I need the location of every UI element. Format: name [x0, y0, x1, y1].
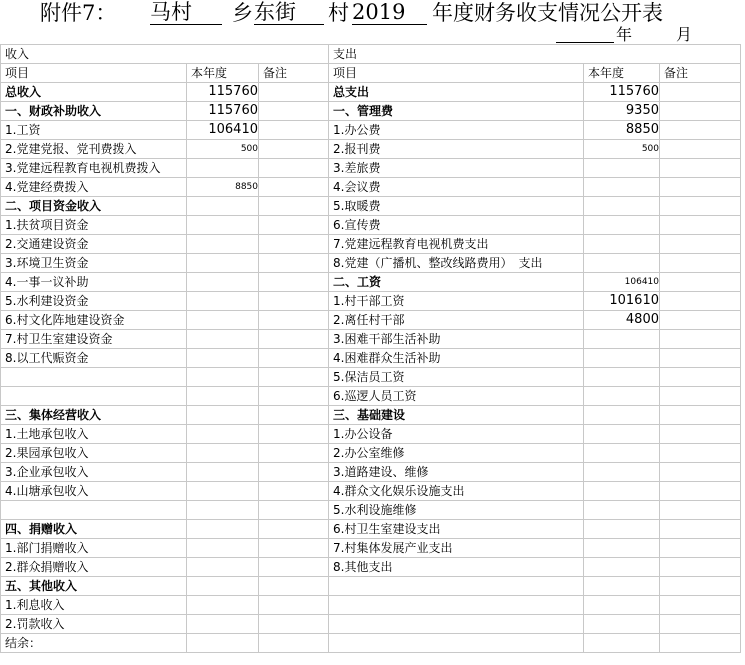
table-row: [1, 159, 741, 178]
expense-section-label[interactable]: 支出: [329, 45, 741, 64]
expense-item-cell[interactable]: 1.办公设备: [329, 425, 584, 444]
expense-note-cell[interactable]: [660, 596, 741, 615]
expense-item-cell[interactable]: 二、工资: [329, 273, 584, 292]
report-title: [0, 0, 745, 26]
income-amount-cell[interactable]: [187, 197, 259, 216]
table-row: [1, 406, 741, 425]
expense-amount-cell[interactable]: [584, 349, 660, 368]
income-item-cell[interactable]: 2.群众捐赠收入: [1, 558, 187, 577]
expense-note-cell[interactable]: [660, 330, 741, 349]
expense-item-cell[interactable]: 2.离任村干部: [329, 311, 584, 330]
table-row: [1, 596, 741, 615]
expense-note-cell[interactable]: [660, 254, 741, 273]
expense-amount-cell[interactable]: [584, 330, 660, 349]
title-village-suffix: 村: [328, 1, 349, 25]
income-item-cell[interactable]: 5.水利建设资金: [1, 292, 187, 311]
table-row: [1, 558, 741, 577]
date-line: [0, 26, 745, 44]
table-row: [1, 254, 741, 273]
table-row: [1, 463, 741, 482]
expense-item-cell[interactable]: 一、管理费: [329, 102, 584, 121]
expense-item-cell[interactable]: [329, 577, 584, 596]
expense-item-cell[interactable]: 1.村干部工资: [329, 292, 584, 311]
income-amount-cell[interactable]: [187, 463, 259, 482]
income-amount-cell[interactable]: [187, 501, 259, 520]
income-note-cell[interactable]: [259, 159, 329, 178]
expense-note-cell[interactable]: [660, 121, 741, 140]
expense-item-header[interactable]: 项目: [329, 64, 584, 83]
income-amount-cell[interactable]: [187, 368, 259, 387]
income-amount-cell[interactable]: [187, 292, 259, 311]
income-note-cell[interactable]: [259, 406, 329, 425]
title-prefix: 附件7：: [40, 1, 117, 25]
expense-note-cell[interactable]: [660, 349, 741, 368]
expense-item-cell[interactable]: 1.办公费: [329, 121, 584, 140]
expense-item-cell[interactable]: 3.差旅费: [329, 159, 584, 178]
expense-amount-cell[interactable]: [584, 634, 660, 653]
income-amount-cell[interactable]: [187, 520, 259, 539]
expense-note-cell[interactable]: [660, 311, 741, 330]
expense-amount-cell[interactable]: [584, 235, 660, 254]
income-amount-cell[interactable]: [187, 482, 259, 501]
income-note-cell[interactable]: [259, 292, 329, 311]
table-row: [1, 577, 741, 596]
income-note-cell[interactable]: [259, 425, 329, 444]
year-label: 年: [616, 25, 633, 44]
expense-amount-cell[interactable]: [584, 463, 660, 482]
table-row: [1, 501, 741, 520]
income-item-cell[interactable]: 一、财政补助收入: [1, 102, 187, 121]
expense-item-cell[interactable]: 8.党建（广播机、整改线路费用） 支出: [329, 254, 584, 273]
expense-note-cell[interactable]: [660, 406, 741, 425]
expense-item-cell[interactable]: 6.村卫生室建设支出: [329, 520, 584, 539]
expense-item-cell[interactable]: 4.会议费: [329, 178, 584, 197]
expense-item-cell[interactable]: 5.水利设施维修: [329, 501, 584, 520]
expense-note-cell[interactable]: [660, 159, 741, 178]
income-item-cell[interactable]: 1.工资: [1, 121, 187, 140]
year-blank: [556, 26, 614, 43]
income-item-cell[interactable]: 3.环境卫生资金: [1, 254, 187, 273]
expense-note-cell[interactable]: [660, 140, 741, 159]
table-row: [1, 140, 741, 159]
income-amount-cell[interactable]: [187, 311, 259, 330]
expense-item-cell[interactable]: 2.办公室维修: [329, 444, 584, 463]
income-amount-cell[interactable]: [187, 596, 259, 615]
expense-item-cell[interactable]: 3.道路建设、维修: [329, 463, 584, 482]
expense-item-cell[interactable]: 5.取暖费: [329, 197, 584, 216]
income-note-cell[interactable]: [259, 140, 329, 159]
expense-item-cell[interactable]: 4.困难群众生活补助: [329, 349, 584, 368]
table-row: [1, 83, 741, 102]
table-row: [1, 634, 741, 653]
expense-note-cell[interactable]: [660, 634, 741, 653]
expense-note-cell[interactable]: [660, 292, 741, 311]
expense-item-cell[interactable]: 6.巡逻人员工资: [329, 387, 584, 406]
income-note-cell[interactable]: [259, 368, 329, 387]
expense-item-cell[interactable]: 总支出: [329, 83, 584, 102]
expense-note-cell[interactable]: [660, 558, 741, 577]
income-note-header[interactable]: 备注: [259, 64, 329, 83]
expense-note-cell[interactable]: [660, 216, 741, 235]
income-amount-cell[interactable]: [187, 634, 259, 653]
table-row: [1, 330, 741, 349]
expense-amount-cell[interactable]: [584, 558, 660, 577]
expense-item-cell[interactable]: [329, 615, 584, 634]
expense-amount-cell[interactable]: 115760: [584, 83, 660, 102]
expense-amount-cell[interactable]: 101610: [584, 292, 660, 311]
expense-note-cell[interactable]: [660, 235, 741, 254]
income-note-cell[interactable]: [259, 463, 329, 482]
expense-note-cell[interactable]: [660, 444, 741, 463]
income-item-cell[interactable]: [1, 368, 187, 387]
income-amount-cell[interactable]: [187, 273, 259, 292]
income-item-cell[interactable]: 2.果园承包收入: [1, 444, 187, 463]
expense-item-cell[interactable]: 4.群众文化娱乐设施支出: [329, 482, 584, 501]
income-item-cell[interactable]: 五、其他收入: [1, 577, 187, 596]
expense-item-cell[interactable]: 7.村集体发展产业支出: [329, 539, 584, 558]
month-label: 月: [676, 25, 693, 44]
income-amount-cell[interactable]: [187, 406, 259, 425]
expense-amount-cell[interactable]: [584, 387, 660, 406]
expense-amount-cell[interactable]: [584, 197, 660, 216]
income-section-label[interactable]: 收入: [1, 45, 329, 64]
table-row: [1, 178, 741, 197]
income-amount-header[interactable]: 本年度: [187, 64, 259, 83]
income-item-cell[interactable]: 四、捐赠收入: [1, 520, 187, 539]
income-item-cell[interactable]: 8.以工代赈资金: [1, 349, 187, 368]
income-note-cell[interactable]: [259, 197, 329, 216]
table-row: [1, 520, 741, 539]
expense-amount-cell[interactable]: [584, 254, 660, 273]
expense-amount-cell[interactable]: [584, 216, 660, 235]
income-amount-cell[interactable]: [187, 159, 259, 178]
income-note-cell[interactable]: [259, 102, 329, 121]
income-note-cell[interactable]: [259, 444, 329, 463]
table-row: [1, 273, 741, 292]
expense-amount-cell[interactable]: [584, 520, 660, 539]
expense-amount-header[interactable]: 本年度: [584, 64, 660, 83]
income-note-cell[interactable]: [259, 273, 329, 292]
income-amount-cell[interactable]: [187, 235, 259, 254]
income-amount-cell[interactable]: 115760: [187, 83, 259, 102]
expense-amount-cell[interactable]: 8850: [584, 121, 660, 140]
income-amount-cell[interactable]: 115760: [187, 102, 259, 121]
income-amount-cell[interactable]: 106410: [187, 121, 259, 140]
expense-amount-cell[interactable]: [584, 539, 660, 558]
income-note-cell[interactable]: [259, 349, 329, 368]
income-amount-cell[interactable]: [187, 577, 259, 596]
expense-note-cell[interactable]: [660, 482, 741, 501]
income-item-cell[interactable]: 2.交通建设资金: [1, 235, 187, 254]
income-item-cell[interactable]: [1, 501, 187, 520]
expense-note-cell[interactable]: [660, 102, 741, 121]
title-village: 东街: [254, 0, 324, 25]
income-note-cell[interactable]: [259, 615, 329, 634]
expense-item-cell[interactable]: [329, 596, 584, 615]
section-header-row: [1, 45, 741, 64]
income-item-cell[interactable]: 1.土地承包收入: [1, 425, 187, 444]
expense-amount-cell[interactable]: 9350: [584, 102, 660, 121]
expense-amount-cell[interactable]: [584, 501, 660, 520]
expense-amount-cell[interactable]: [584, 577, 660, 596]
income-amount-cell[interactable]: [187, 349, 259, 368]
expense-note-cell[interactable]: [660, 463, 741, 482]
income-note-cell[interactable]: [259, 178, 329, 197]
title-rest: 年度财务收支情况公开表: [432, 1, 663, 25]
income-note-cell[interactable]: [259, 121, 329, 140]
table-row: [1, 368, 741, 387]
income-note-cell[interactable]: [259, 520, 329, 539]
expense-note-cell[interactable]: [660, 425, 741, 444]
expense-note-cell[interactable]: [660, 197, 741, 216]
income-amount-cell[interactable]: [187, 254, 259, 273]
expense-amount-cell[interactable]: 500: [584, 140, 660, 159]
expense-amount-cell[interactable]: [584, 406, 660, 425]
income-item-header[interactable]: 项目: [1, 64, 187, 83]
income-item-cell[interactable]: 7.村卫生室建设资金: [1, 330, 187, 349]
table-row: [1, 444, 741, 463]
income-item-cell[interactable]: 二、项目资金收入: [1, 197, 187, 216]
table-row: [1, 349, 741, 368]
income-item-cell[interactable]: 4.党建经费拨入: [1, 178, 187, 197]
title-year: 2019: [352, 0, 427, 25]
expense-amount-cell[interactable]: [584, 425, 660, 444]
expense-note-cell[interactable]: [660, 83, 741, 102]
income-item-cell[interactable]: 结余：: [1, 634, 187, 653]
income-note-cell[interactable]: [259, 577, 329, 596]
income-item-cell[interactable]: 1.扶贫项目资金: [1, 216, 187, 235]
table-row: [1, 425, 741, 444]
income-note-cell[interactable]: [259, 254, 329, 273]
income-item-cell[interactable]: 1.部门捐赠收入: [1, 539, 187, 558]
income-note-cell[interactable]: [259, 330, 329, 349]
table-row: [1, 387, 741, 406]
expense-note-header[interactable]: 备注: [660, 64, 741, 83]
expense-note-cell[interactable]: [660, 520, 741, 539]
expense-amount-cell[interactable]: [584, 159, 660, 178]
column-header-row: [1, 64, 741, 83]
income-amount-cell[interactable]: [187, 558, 259, 577]
income-amount-cell[interactable]: [187, 615, 259, 634]
table-row: [1, 292, 741, 311]
income-amount-cell[interactable]: 500: [187, 140, 259, 159]
income-amount-cell[interactable]: [187, 425, 259, 444]
expense-note-cell[interactable]: [660, 539, 741, 558]
income-note-cell[interactable]: [259, 501, 329, 520]
expense-item-cell[interactable]: 6.宣传费: [329, 216, 584, 235]
income-item-cell[interactable]: 2.党建党报、党刊费拨入: [1, 140, 187, 159]
income-item-cell[interactable]: 三、集体经营收入: [1, 406, 187, 425]
income-item-cell[interactable]: 2.罚款收入: [1, 615, 187, 634]
expense-item-cell[interactable]: 2.报刊费: [329, 140, 584, 159]
expense-amount-cell[interactable]: [584, 615, 660, 634]
expense-amount-cell[interactable]: [584, 178, 660, 197]
title-township-suffix: 乡: [232, 1, 253, 25]
expense-item-cell[interactable]: 3.困难干部生活补助: [329, 330, 584, 349]
income-item-cell[interactable]: 3.党建远程教育电视机费拨入: [1, 159, 187, 178]
table-row: [1, 235, 741, 254]
income-note-cell[interactable]: [259, 558, 329, 577]
expense-note-cell[interactable]: [660, 368, 741, 387]
table-row: [1, 216, 741, 235]
income-item-cell[interactable]: 4.山塘承包收入: [1, 482, 187, 501]
title-township: 马村: [150, 0, 222, 25]
income-item-cell[interactable]: 总收入: [1, 83, 187, 102]
expense-amount-cell[interactable]: [584, 482, 660, 501]
income-note-cell[interactable]: [259, 634, 329, 653]
income-amount-cell[interactable]: 8850: [187, 178, 259, 197]
expense-amount-cell[interactable]: 4800: [584, 311, 660, 330]
table-row: [1, 615, 741, 634]
income-item-cell[interactable]: 6.村文化阵地建设资金: [1, 311, 187, 330]
income-amount-cell[interactable]: [187, 539, 259, 558]
expense-amount-cell[interactable]: 106410: [584, 273, 660, 292]
expense-note-cell[interactable]: [660, 615, 741, 634]
income-amount-cell[interactable]: [187, 387, 259, 406]
income-note-cell[interactable]: [259, 311, 329, 330]
expense-note-cell[interactable]: [660, 273, 741, 292]
income-note-cell[interactable]: [259, 235, 329, 254]
income-note-cell[interactable]: [259, 539, 329, 558]
income-item-cell[interactable]: [1, 387, 187, 406]
income-note-cell[interactable]: [259, 482, 329, 501]
income-note-cell[interactable]: [259, 596, 329, 615]
expense-amount-cell[interactable]: [584, 368, 660, 387]
table-row: [1, 311, 741, 330]
table-row: [1, 102, 741, 121]
income-item-cell[interactable]: 1.利息收入: [1, 596, 187, 615]
table-row: [1, 197, 741, 216]
expense-item-cell[interactable]: 8.其他支出: [329, 558, 584, 577]
income-amount-cell[interactable]: [187, 444, 259, 463]
expense-item-cell[interactable]: 三、基础建设: [329, 406, 584, 425]
income-note-cell[interactable]: [259, 387, 329, 406]
table-row: [1, 539, 741, 558]
expense-note-cell[interactable]: [660, 577, 741, 596]
expense-item-cell[interactable]: 7.党建远程教育电视机费支出: [329, 235, 584, 254]
expense-amount-cell[interactable]: [584, 444, 660, 463]
table-row: [1, 482, 741, 501]
expense-item-cell[interactable]: [329, 634, 584, 653]
table-row: [1, 121, 741, 140]
finance-table: [0, 44, 741, 653]
income-note-cell[interactable]: [259, 83, 329, 102]
expense-note-cell[interactable]: [660, 387, 741, 406]
income-item-cell[interactable]: 4.一事一议补助: [1, 273, 187, 292]
expense-item-cell[interactable]: 5.保洁员工资: [329, 368, 584, 387]
income-amount-cell[interactable]: [187, 216, 259, 235]
income-amount-cell[interactable]: [187, 330, 259, 349]
expense-note-cell[interactable]: [660, 501, 741, 520]
income-note-cell[interactable]: [259, 216, 329, 235]
income-item-cell[interactable]: 3.企业承包收入: [1, 463, 187, 482]
expense-note-cell[interactable]: [660, 178, 741, 197]
expense-amount-cell[interactable]: [584, 596, 660, 615]
